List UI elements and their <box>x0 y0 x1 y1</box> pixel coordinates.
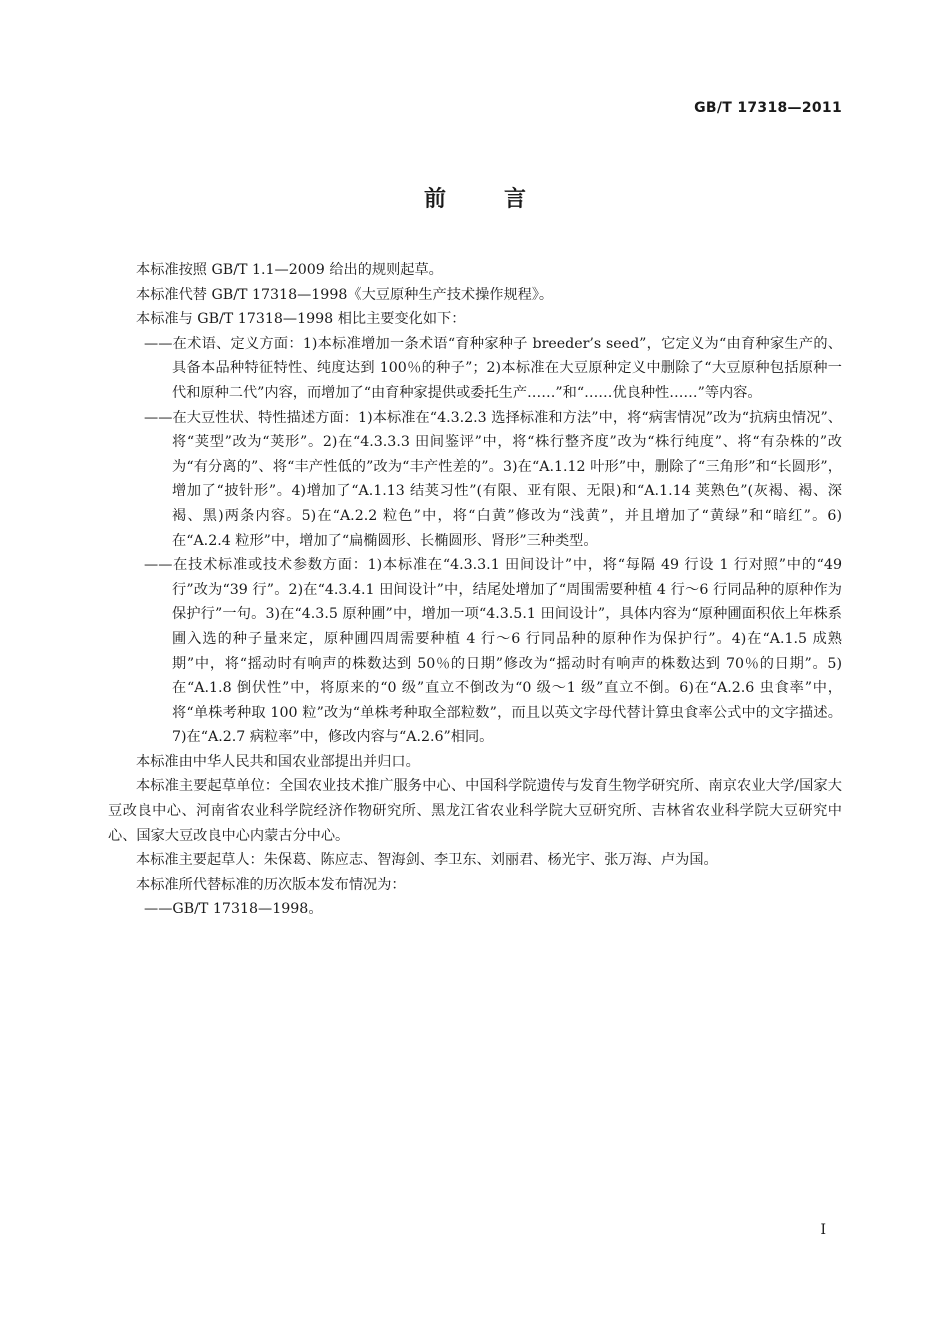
document-body <box>108 258 842 922</box>
paragraph-replaces: 本标准代替 GB/T 17318—1998《大豆原种生产技术操作规程》。 <box>136 286 554 303</box>
paragraph-main-changes: 本标准与 GB/T 17318—1998 相比主要变化如下： <box>136 311 466 328</box>
list-item-previous-version: ——GB/T 17318—1998。 <box>144 901 323 918</box>
paragraph-proposer: 本标准由中华人民共和国农业部提出并归口。 <box>136 753 420 770</box>
list-item-terms-definitions: ——在术语、定义方面：1)本标准增加一条术语“育种家种子 breeder’s seed”，它定义为“由育种家生产的、具备本品种特征特性、纯度达到 100％的种子”；2)本标准在大豆原种定义中删除了“大豆原种包括原种一代和原种二代”内容，而增加了“由育种家提供或委托生产……”和“……优良种性……”等内容。 <box>144 335 842 401</box>
list-item-traits-description: ——在大豆性状、特性描述方面：1)本标准在“4.3.2.3 选择标准和方法”中，将“病害情况”改为“抗病虫情况”、将“荚型”改为“荚形”。2)在“4.3.3.3 田间鉴评”中，将“株行整齐度”改为“株行纯度”、将“有杂株的”改为“有分离的”、将“丰产性低的”改为“丰产性差的”。3)在“A.1.12 叶形”中，删除了“三角形”和“长圆形”，增加了“披针形”。4)增加了“A.1.13 结荚习性”(有限、亚有限、无限)和“A.1.14 荚熟色”(灰褐、褐、深褐、黑)两条内容。5)在“A.2.2 粒色”中，将“白黄”修改为“浅黄”，并且增加了“黄绿”和“暗红”。6)在“A.2.4 粒形”中，增加了“扁椭圆形、长椭圆形、肾形”三种类型。 <box>144 409 842 549</box>
page-number: I <box>820 1222 826 1238</box>
paragraph-drafting-units: 本标准主要起草单位：全国农业技术推广服务中心、中国科学院遗传与发育生物学研究所、南京农业大学/国家大豆改良中心、河南省农业科学院经济作物研究所、黑龙江省农业科学院大豆研究所、吉林省农业科学院大豆研究中心、国家大豆改良中心内蒙古分中心。 <box>108 778 842 844</box>
standard-number: GB/T 17318—2011 <box>694 100 842 116</box>
paragraph-version-history: 本标准所代替标准的历次版本发布情况为： <box>136 876 406 893</box>
paragraph-drafters: 本标准主要起草人：朱保葛、陈应志、智海剑、李卫东、刘丽君、杨光宇、张万海、卢为国。 <box>136 852 718 869</box>
paragraph-drafting-rules: 本标准按照 GB/T 1.1—2009 给出的规则起草。 <box>136 262 443 278</box>
page-title: 前言 <box>423 187 584 212</box>
list-item-technical-parameters: ——在技术标准或技术参数方面：1)本标准在“4.3.3.1 田间设计”中，将“每隔 49 行设 1 行对照”中的“49 行”改为“39 行”。2)在“4.3.4.1 田间设计”中，结尾处增加了“周围需要种植 4 行～6 行同品种的原种作为保护行”一句。3)在“4.3.5 原种圃”中，增加一项“4.3.5.1 田间设计”，具体内容为“原种圃面积依上年株系圃入选的种子量来定，原种圃四周需要种植 4 行～6 行同品种的原种作为保护行”。4)在“A.1.5 成熟期”中，将“摇动时有响声的株数达到 50％的日期”修改为“摇动时有响声的株数达到 70％的日期”。5)在“A.1.8 倒伏性”中，将原来的“0 级”直立不倒改为“0 级～1 级”直立不倒。6)在“A.2.6 虫食率”中，将“单株考种取 100 粒”改为“单株考种取全部粒数”，而且以英文字母代替计算虫食率公式中的文字描述。7)在“A.2.7 病粒率”中，修改内容与“A.2.6”相同。 <box>144 557 842 746</box>
